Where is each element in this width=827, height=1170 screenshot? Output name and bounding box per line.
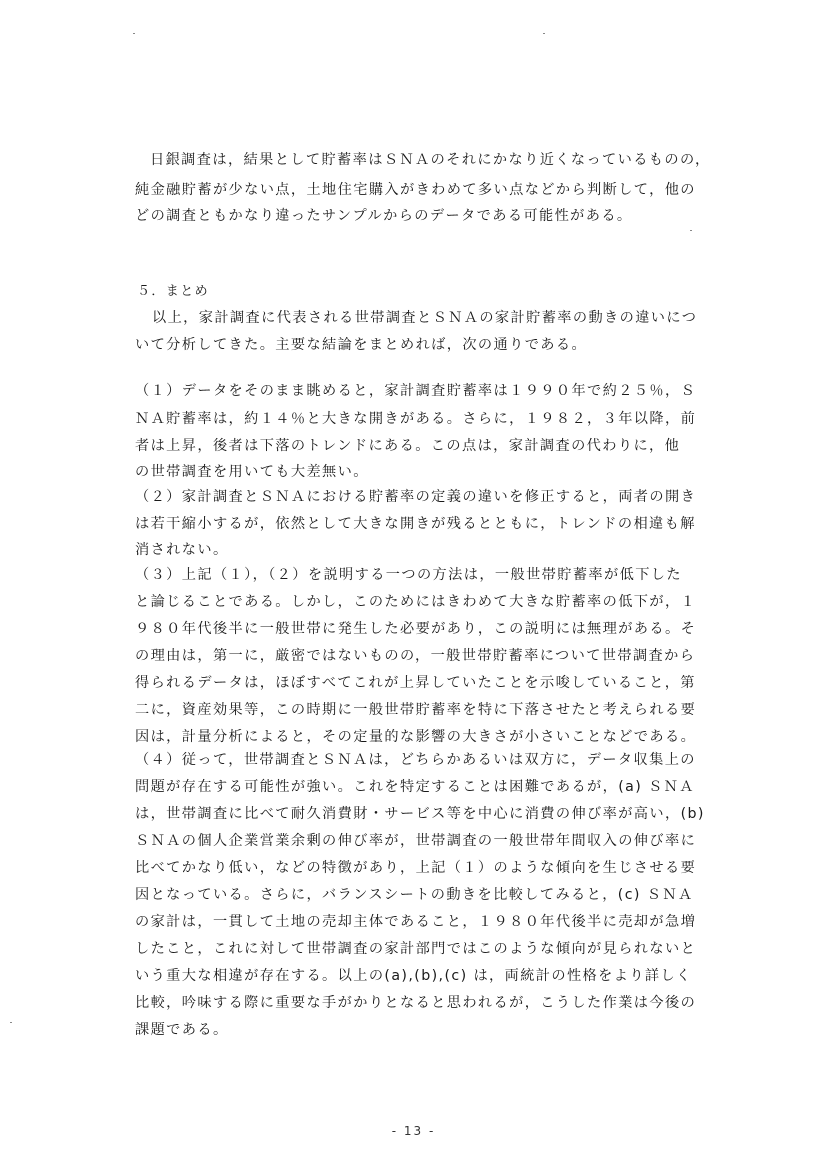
body-line: 得られるデータは，ほぼすべてこれが上昇していたことを示唆していること，第 [135,675,696,691]
scan-speck [690,230,692,231]
body-line: 者は上昇，後者は下落のトレンドにある。この点は，家計調査の代わりに，他 [135,438,681,454]
body-line: （４）従って，世帯調査とＳＮＡは，どちらかあるいは双方に，データ収集上の [135,752,696,768]
body-line: 二に，資産効果等，この時期に一般世帯貯蓄率を特に下落させたと考えられる要 [135,702,697,718]
body-line: 消されない。 [135,542,229,558]
body-line: 比べてかなり低い，などの特徴があり，上記（１）のような傾向を生じさせる要 [135,860,697,876]
body-line: 課題である。 [135,1022,229,1038]
body-line: 日銀調査は，結果として貯蓄率はＳＮＡのそれにかなり近くなっているものの， [150,152,711,168]
body-line: の家計は，一貫して土地の売却主体であること，１９８０年代後半に売却が急増 [135,914,697,930]
body-line: ９８０年代後半に一般世帯に発生した必要があり，この説明には無理がある。そ [135,621,697,637]
body-line: どの調査ともかなり違ったサンプルからのデータである可能性がある。 [135,208,633,224]
scan-speck [10,1022,12,1023]
body-line: 比較，吟味する際に重要な手がかりとなると思われるが，こうした作業は今後の [135,995,697,1011]
section-heading: ５．まとめ [137,284,210,299]
body-line: ＮＡ貯蓄率は，約１４％と大きな開きがある。さらに，１９８２，３年以降，前 [135,411,697,427]
body-line: （３）上記（１），（２）を説明する一つの方法は，一般世帯貯蓄率が低下した [135,567,682,583]
body-line: ＳＮＡの個人企業営業余剰の伸び率が，世帯調査の一般世帯年間収入の伸び率に [135,833,697,849]
scan-speck [543,33,545,34]
body-line: 以上，家計調査に代表される世帯調査とＳＮＡの家計貯蓄率の動きの違いにつ [152,310,698,326]
page-number: - 13 - [391,1124,436,1138]
body-line: いて分析してきた。主要な結論をまとめれば，次の通りである。 [135,337,588,353]
body-line: 純金融貯蓄が少ない点，土地住宅購入がきわめて多い点などから判断して，他の [135,182,696,198]
body-line: と論じることである。しかし，このためにはきわめて大きな貯蓄率の低下が，１ [135,594,697,610]
body-line: は，世帯調査に比べて耐久消費財・サービス等を中心に消費の伸び率が高い，(b) [135,806,705,822]
body-line: の世帯調査を用いても大差無い。 [135,464,369,480]
body-line: （２）家計調査とＳＮＡにおける貯蓄率の定義の違いを修正すると，両者の開き [135,489,697,505]
scan-speck [133,33,135,34]
body-line: （１）データをそのまま眺めると，家計調査貯蓄率は１９９０年で約２５％，Ｓ [135,383,697,399]
body-line: いう重大な相違が存在する。以上の(a),(b),(c) は，両統計の性格をより詳しく [135,968,692,984]
body-line: したこと，これに対して世帯調査の家計部門ではこのような傾向が見られないと [135,941,697,957]
body-line: は若干縮小するが，依然として大きな開きが残るとともに，トレンドの相違も解 [135,516,696,532]
body-line: 因は，計量分析によると，その定量的な影響の大きさが小さいことなどである。 [135,729,697,745]
body-line: の理由は，第一に，厳密ではないものの，一般世帯貯蓄率について世帯調査から [135,648,696,664]
body-line: 因となっている。さらに，バランスシートの動きを比較してみると，(c) ＳＮＡ [135,887,694,903]
body-line: 問題が存在する可能性が強い。これを特定することは困難であるが，(a) ＳＮＡ [135,779,695,795]
